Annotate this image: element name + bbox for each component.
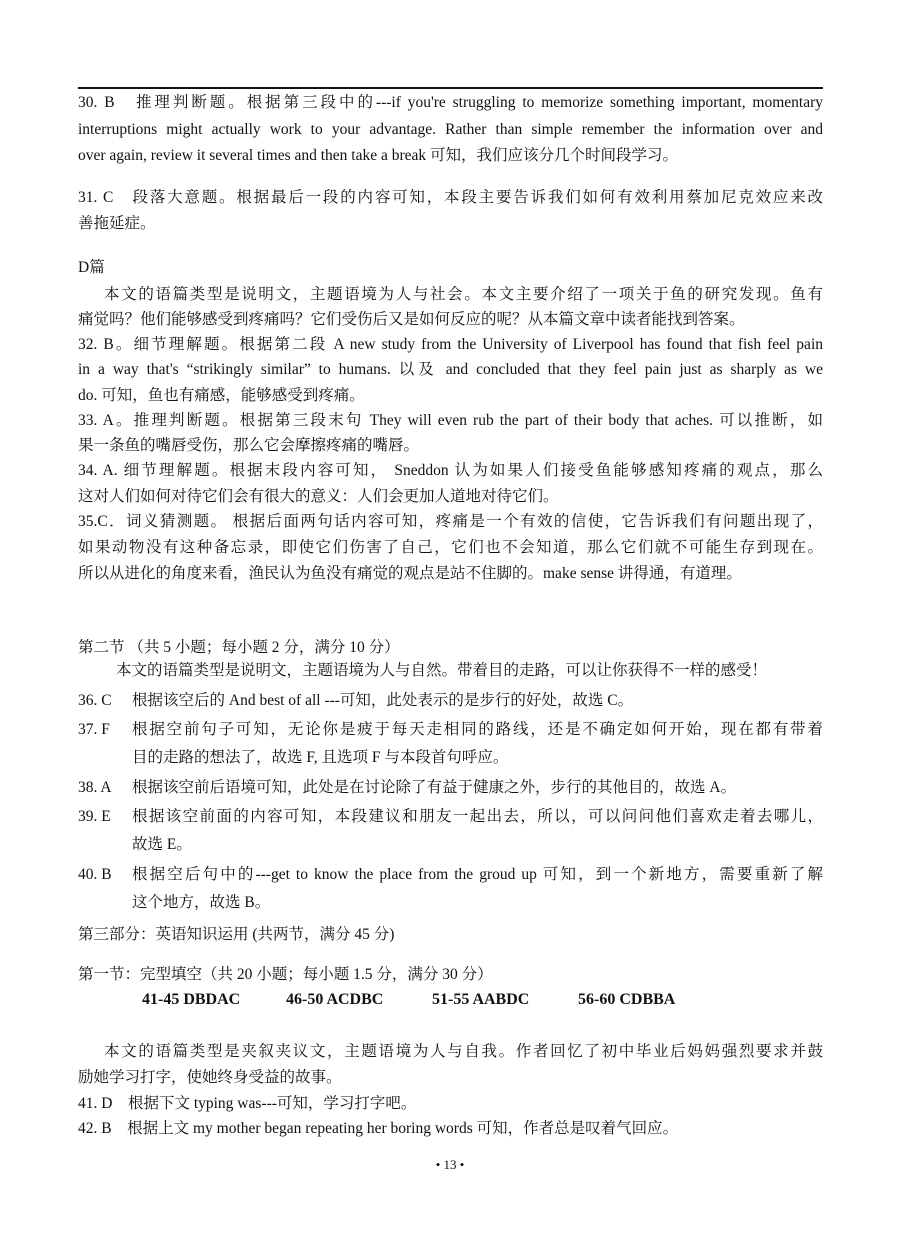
answer-group: 41-45 DBDAC <box>142 991 241 1008</box>
text-line: 这对人们如何对待它们会有很大的意义：人们会更加人道地对待它们。 <box>78 488 559 505</box>
text-line: 故选 E。 <box>132 836 192 853</box>
text-line: 33. A。推理判断题。根据第三段末句 They will even rub the part of their body that aches. 可以推断，如 <box>78 412 823 429</box>
text-line: 34. A. 细节理解题。根据末段内容可知， Sneddon 认为如果人们接受鱼能够感知疼痛的观点，那么 <box>78 462 823 479</box>
text-line: do. 可知，鱼也有痛感，能够感受到疼痛。 <box>78 387 365 404</box>
answer-group: 51-55 AABDC <box>432 991 530 1008</box>
text-line: 30. B 推理判断题。根据第三段中的---if you're struggling to memorize something important, momentary <box>78 94 823 111</box>
section-2-heading: 第二节 （共 5 小题；每小题 2 分，满分 10 分） <box>78 639 400 656</box>
text-line: 根据该空前后语境可知，此处是在讨论除了有益于健康之外，步行的其他目的，故选 A。 <box>132 779 737 796</box>
section-heading-d: D篇 <box>78 259 105 276</box>
question-number: 40. B <box>78 866 112 883</box>
text-line: 31. C 段落大意题。根据最后一段的内容可知，本段主要告诉我们如何有效利用蔡加尼克效应来改 <box>78 189 823 206</box>
text-line: 善拖延症。 <box>78 215 156 232</box>
question-number: 37. F <box>78 721 110 738</box>
cloze-intro: 本文的语篇类型是夹叙夹议文，主题语境为人与自我。作者回忆了初中毕业后妈妈强烈要求并鼓 <box>104 1043 823 1060</box>
cloze-heading: 第一节：完型填空（共 20 小题；每小题 1.5 分，满分 30 分） <box>78 966 493 983</box>
section-2-intro: 本文的语篇类型是说明文，主题语境为人与自然。带着目的走路，可以让你获得不一样的感受！ <box>116 662 768 679</box>
text-line: 根据空后句中的---get to know the place from the groud up 可知，到一个新地方，需要重新了解 <box>132 866 823 883</box>
answer-42: 42. B 根据上文 my mother began repeating her boring words 可知，作者总是叹着气回应。 <box>78 1120 679 1137</box>
text-line: 如果动物没有这种备忘录，即使它们伤害了自己，它们也不会知道，那么它们就不可能生存到现在。 <box>78 539 823 556</box>
text-line: 32. B。细节理解题。根据第二段 A new study from the University of Liverpool has found that fish feel pain <box>78 336 823 353</box>
text-line: 35.C．词义猜测题。 根据后面两句话内容可知，疼痛是一个有效的信使，它告诉我们有问题出现了， <box>78 513 823 530</box>
question-number: 38. A <box>78 779 112 796</box>
cloze-intro: 励她学习打字，使她终身受益的故事。 <box>78 1069 342 1086</box>
text-line: over again, review it several times and then take a break 可知，我们应该分几个时间段学习。 <box>78 147 679 164</box>
text-line: 所以从进化的角度来看，渔民认为鱼没有痛觉的观点是站不住脚的。make sense 讲得通，有道理。 <box>78 565 742 582</box>
answer-group: 56-60 CDBBA <box>578 991 676 1008</box>
text-line: 根据该空前面的内容可知，本段建议和朋友一起出去，所以，可以问问他们喜欢走着去哪儿， <box>132 808 823 825</box>
answer-group: 46-50 ACDBC <box>286 991 384 1008</box>
text-line: 根据该空后的 And best of all ---可知，此处表示的是步行的好处，故选 C。 <box>132 692 634 709</box>
top-rule <box>78 87 823 89</box>
answer-41: 41. D 根据下文 typing was---可知，学习打字吧。 <box>78 1095 417 1112</box>
text-line: 目的走路的想法了，故选 F, 且选项 F 与本段首句呼应。 <box>132 749 509 766</box>
page-number: • 13 • <box>435 1157 465 1172</box>
part-3-heading: 第三部分：英语知识运用 (共两节，满分 45 分) <box>78 926 395 943</box>
passage-intro: 痛觉吗？他们能够感受到疼痛吗？它们受伤后又是如何反应的呢？从本篇文章中读者能找到答案。 <box>78 311 745 328</box>
text-line: 根据空前句子可知，无论你是疲于每天走相同的路线，还是不确定如何开始，现在都有带着 <box>132 721 823 738</box>
question-number: 39. E <box>78 808 111 825</box>
text-line: 这个地方，故选 B。 <box>132 894 271 911</box>
passage-intro: 本文的语篇类型是说明文，主题语境为人与社会。本文主要介绍了一项关于鱼的研究发现。鱼有 <box>104 286 823 303</box>
text-line: 果一条鱼的嘴唇受伤，那么它会摩擦疼痛的嘴唇。 <box>78 437 420 454</box>
question-number: 36. C <box>78 692 112 709</box>
text-line: in a way that's “strikingly similar” to humans. 以及 and concluded that they feel pain just as sharply as we <box>78 361 823 378</box>
text-line: interruptions might actually work to your advantage. Rather than simple remember the information over and <box>78 121 823 138</box>
